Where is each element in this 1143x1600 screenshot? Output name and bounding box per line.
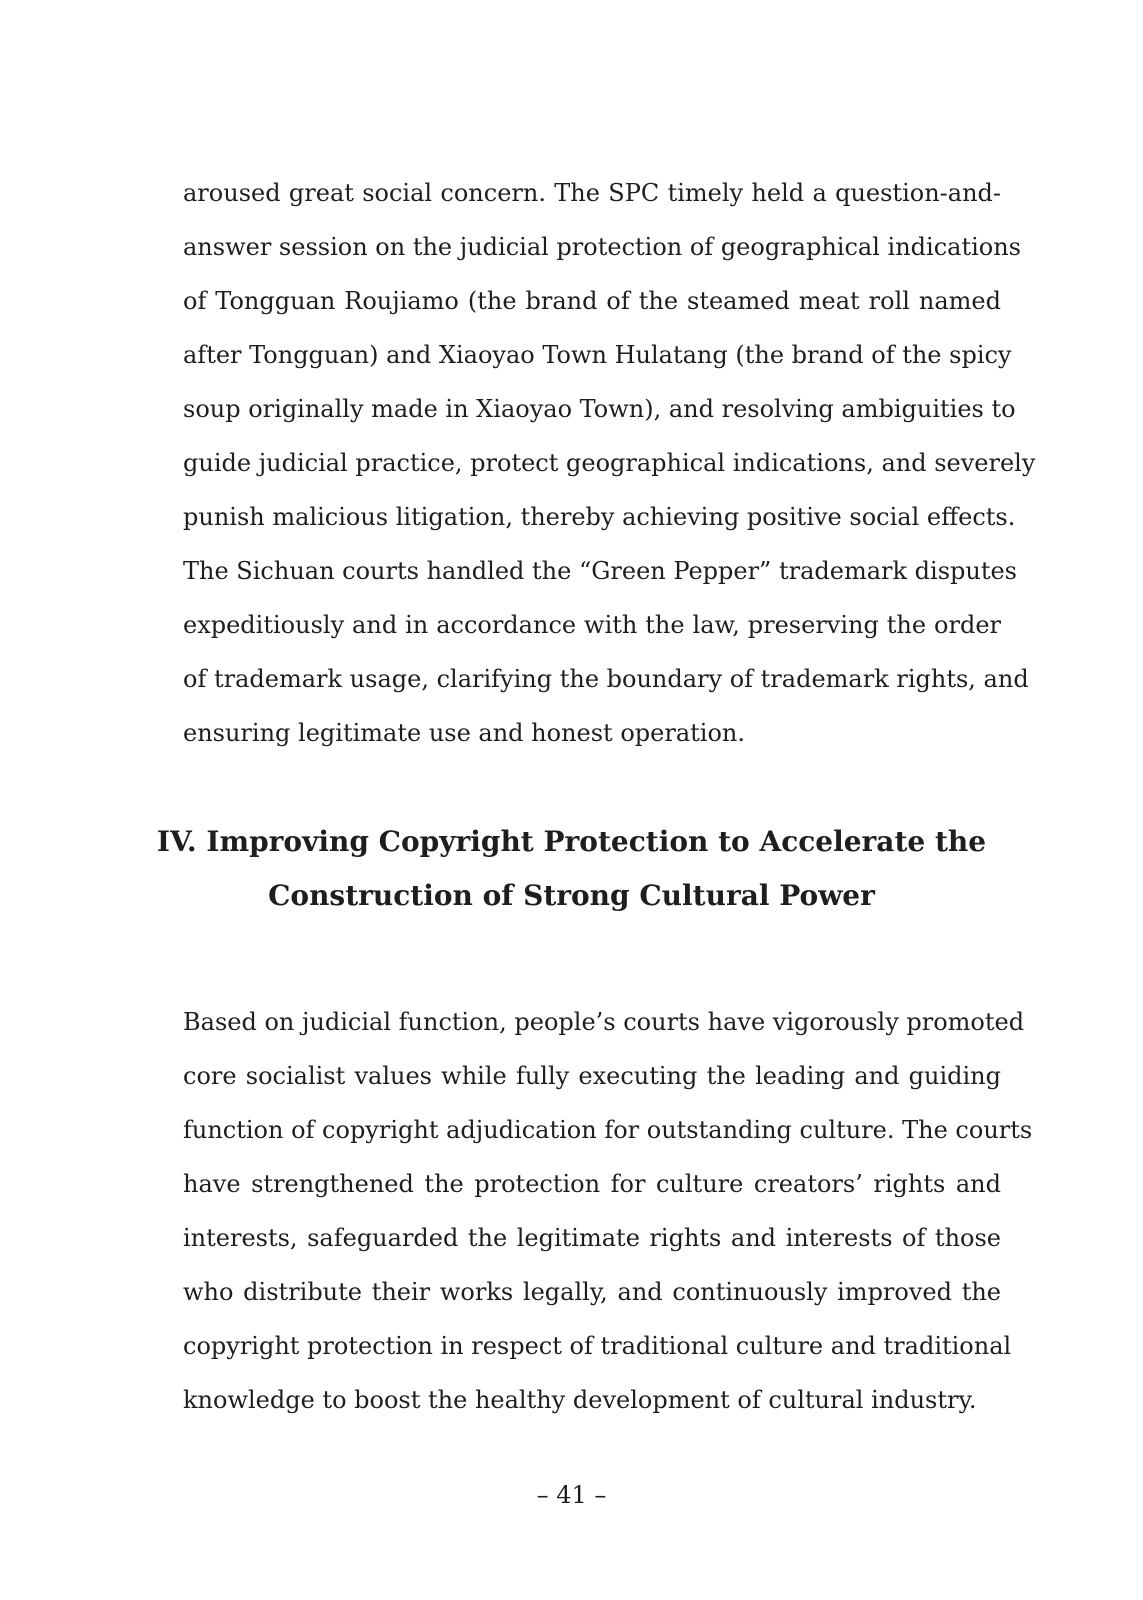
paragraph-1-line-10: of trademark usage, clarifying the boundary of trademark rights, and xyxy=(183,665,1029,693)
section-heading-line-1: IV. Improving Copyright Protection to Accelerate the xyxy=(156,825,987,858)
paragraph-1-line-1: aroused great social concern. The SPC timely held a question-and- xyxy=(183,179,1001,207)
paragraph-1-line-4: after Tongguan) and Xiaoyao Town Hulatang (the brand of the spicy xyxy=(183,341,1012,369)
paragraph-1-line-9: expeditiously and in accordance with the law, preserving the order xyxy=(183,611,1001,639)
paragraph-2-line-1: Based on judicial function, people’s courts have vigorously promoted xyxy=(183,1008,1025,1036)
paragraph-2-line-7: copyright protection in respect of traditional culture and traditional xyxy=(183,1332,1012,1360)
paragraph-1-line-11: ensuring legitimate use and honest operation. xyxy=(183,719,745,747)
paragraph-2-line-4: have strengthened the protection for culture creators’ rights and xyxy=(183,1170,1001,1198)
paragraph-1-line-3: of Tongguan Roujiamo (the brand of the steamed meat roll named xyxy=(183,287,1001,315)
page-number: – 41 – xyxy=(536,1481,607,1509)
paragraph-1-line-2: answer session on the judicial protection of geographical indications xyxy=(183,233,1021,261)
paragraph-2-line-2: core socialist values while fully executing the leading and guiding xyxy=(183,1062,1001,1090)
paragraph-1-line-5: soup originally made in Xiaoyao Town), and resolving ambiguities to xyxy=(183,395,1016,423)
paragraph-2-line-6: who distribute their works legally, and continuously improved the xyxy=(183,1278,1001,1306)
section-heading-line-2: Construction of Strong Cultural Power xyxy=(268,879,875,912)
paragraph-1-line-8: The Sichuan courts handled the “Green Pepper” trademark disputes xyxy=(183,557,1017,585)
paragraph-1-line-7: punish malicious litigation, thereby achieving positive social effects. xyxy=(183,503,1016,531)
paragraph-2-line-3: function of copyright adjudication for outstanding culture. The courts xyxy=(183,1116,1033,1144)
paragraph-2-line-8: knowledge to boost the healthy development of cultural industry. xyxy=(183,1386,977,1414)
paragraph-2-line-5: interests, safeguarded the legitimate rights and interests of those xyxy=(183,1224,1001,1252)
paragraph-1-line-6: guide judicial practice, protect geographical indications, and severely xyxy=(183,449,1036,477)
